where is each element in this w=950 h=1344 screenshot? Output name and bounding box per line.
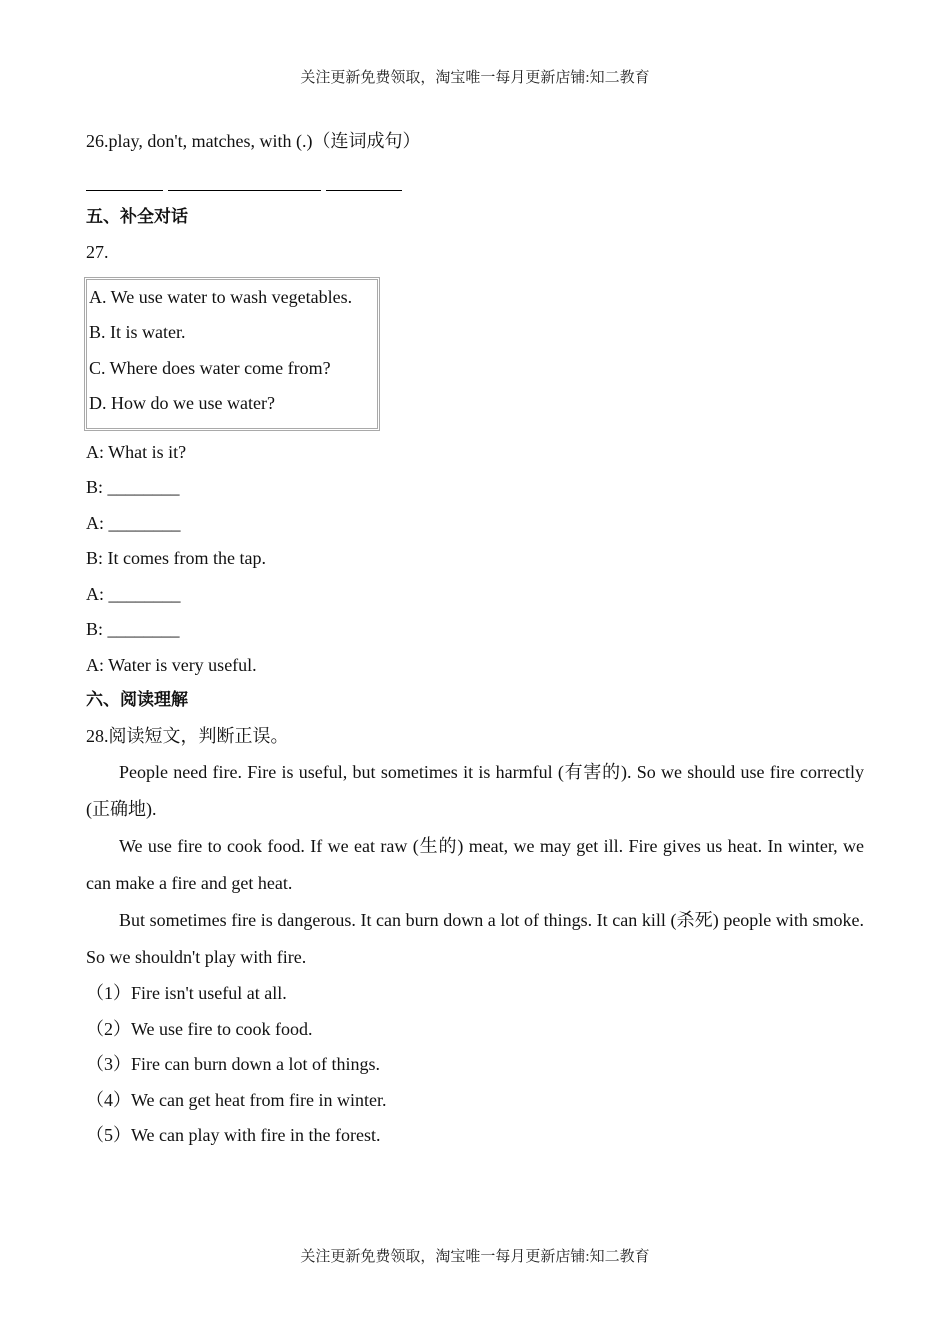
passage-paragraph-1: People need fire. Fire is useful, but sometimes it is harmful (有害的). So we should use fire correctly (正确地). [86,762,864,819]
question-27-number: 27. [86,242,109,262]
page-header: 关注更新免费领取，淘宝唯一每月更新店铺:知二教育 [300,70,650,86]
answer-blank-3[interactable] [326,190,402,191]
passage-paragraph-3: But sometimes fire is dangerous. It can burn down a lot of things. It can kill (杀死) people with smoke. So we shouldn't play with fire. [86,910,864,967]
statement-2: （2）We use fire to cook food. [86,1018,313,1039]
answer-blank-1[interactable] [86,190,163,191]
answer-blank-2[interactable] [168,190,321,191]
option-d: D. How do we use water? [89,393,275,413]
statement-5: （5）We can play with fire in the forest. [86,1125,381,1145]
dialogue-line-blank[interactable]: A: ________ [86,583,181,604]
section-title-5: 五、补全对话 [86,206,188,227]
option-a: A. We use water to wash vegetables. [89,286,353,307]
option-b: B. It is water. [89,322,186,342]
page-footer: 关注更新免费领取，淘宝唯一每月更新店铺:知二教育 [300,1249,650,1265]
worksheet-body [86,124,864,1154]
dialogue-line-blank[interactable]: A: ________ [86,512,181,533]
options-box [84,277,380,431]
dialogue-line-blank[interactable]: B: ________ [86,477,180,497]
option-c: C. Where does water come from? [89,357,331,378]
statement-4: （4）We can get heat from fire in winter. [86,1089,387,1110]
question-26: 26.play, don't, matches, with (.)（连词成句） [86,131,421,151]
question-28-instruction: 28.阅读短文，判断正误。 [86,725,289,746]
dialogue-line: B: It comes from the tap. [86,548,266,568]
dialogue-line: A: What is it? [86,441,187,462]
passage-paragraph-2: We use fire to cook food. If we eat raw (生的) meat, we may get ill. Fire gives us heat. In winter, we can make a fire and get heat. [86,836,864,893]
section-title-6: 六、阅读理解 [86,690,188,710]
statement-1: （1）Fire isn't useful at all. [86,983,287,1003]
dialogue-line-blank[interactable]: B: ________ [86,619,180,639]
statement-3: （3）Fire can burn down a lot of things. [86,1054,380,1074]
dialogue-line: A: Water is very useful. [86,654,257,675]
answer-blanks [86,160,864,200]
